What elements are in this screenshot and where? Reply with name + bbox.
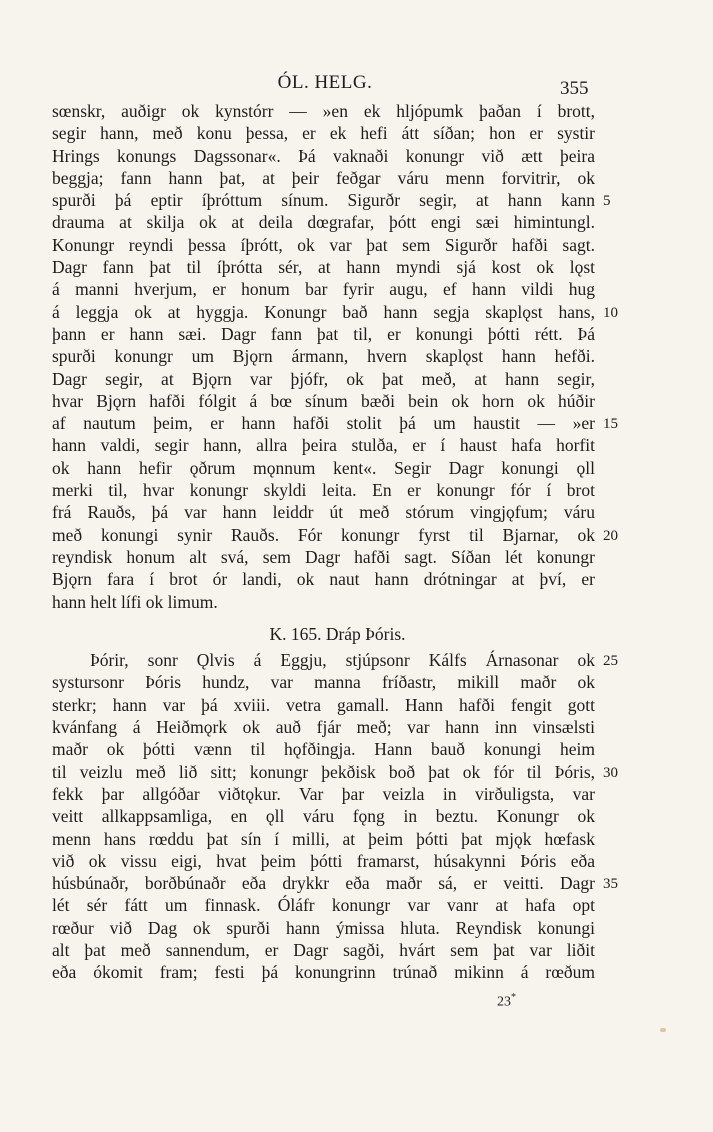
text-line [52,412,618,434]
line-text: með konungi synir Rauðs. Fór konungr fyrst til Bjarnar, ok [52,524,595,545]
line-text: menn hans rœddu þat sín í milli, at þeim þótti þat mjǫk hœfask [52,828,595,849]
line-text: lét sér fátt um finnask. Óláfr konungr var vanr at hafa opt [52,895,595,916]
text-line [52,783,595,805]
text-line [52,850,595,872]
line-text: merki til, hvar konungr skyldi leita. En er konungr fór í brot [52,480,595,501]
text-line [52,301,618,323]
text-line [52,189,611,211]
line-text: segir hann, með konu þessa, er ek hefi átt síðan; hon er systir [52,123,595,144]
line-text: Dagr segir, at Bjǫrn var þjófr, ok þat með, at hann segir, [52,368,595,389]
line-text: eða ókomit fram; festi þá konungrinn trúnað mikinn á rœðum [52,962,595,983]
line-text: þann er hann sæi. Dagr fann þat til, er konungi þótti rétt. Þá [52,323,595,344]
line-text: hann valdi, segir hann, allra þeira stulða, er í haust hafa horfit [52,435,595,456]
line-text: rœður við Dag ok spurði hann ýmissa hluta. Reyndisk konungi [52,917,595,938]
paragraph-block-2 [52,649,618,983]
text-line [52,828,595,850]
signature-mark [497,992,516,1011]
text-line [52,211,595,233]
text-line [52,145,595,167]
text-line [52,122,595,144]
line-number: 35 [603,876,618,893]
text-line [52,716,595,738]
signature-asterisk: * [511,992,516,1003]
line-text: húsbúnaðr, borðbúnaðr eða drykkr eða maðr sá, er veitti. Dagr [52,873,595,894]
line-text: Bjǫrn fara í brot ór landi, ok naut hann drótningar at því, er [52,569,595,590]
text-line [52,568,595,590]
line-text: Þórir, sonr Ǫlvis á Eggju, stjúpsonr Kálfs Árnasonar ok [90,650,595,671]
text-line [52,368,595,390]
line-text: hann helt lífi ok limum. [52,591,218,612]
line-text: af nautum þeim, er hann hafði stolit þá um haustit — »er [52,413,595,434]
line-text: sœnskr, auðigr ok kynstórr — »en ek hljópumk þaðan í brott, [52,101,595,121]
text-line [52,649,618,671]
line-text: Hrings konungs Dagssonar«. Þá vaknaði konungr við ætt þeira [52,145,595,166]
line-text: veitt allkappsamliga, en ǫll váru fǫng in beztu. Konungr ok [52,806,595,827]
line-text: Konungr reyndi þessa íþrótt, ok var þat sem Sigurðr hafði sagt. [52,234,595,255]
text-line [52,872,618,894]
line-text: Dagr fann þat til íþrótta sér, at hann myndi sjá kost ok lǫst [52,257,595,278]
line-text: hvar Bjǫrn hafði fólgit á bœ sínum bæði bein ok horn ok húðir [52,390,595,411]
text-line [52,671,595,693]
line-text: til veizlu með lið sitt; konungr þekðisk boð þat ok fór til Þóris, [52,761,595,782]
text-line [52,167,595,189]
line-text: systursonr Þóris hundz, var manna fríðastr, mikill maðr ok [52,672,595,693]
chapter-heading: K. 165. Dráp Þóris. [269,623,406,644]
line-text: ok hann hefir ǫðrum mǫnnum kent«. Segir Dagr konungi ǫll [52,457,595,478]
line-text: spurði konungr um Bjǫrn ármann, hvern skaplǫst hann hefði. [52,346,595,367]
text-line [52,917,595,939]
line-number: 5 [603,193,611,210]
text-line [52,546,595,568]
text-line [52,457,595,479]
line-number: 20 [603,527,618,544]
line-text: á leggja ok at hyggja. Konungr bað hann segja skaplǫst hans, [52,301,595,322]
text-line [52,524,618,546]
line-number: 15 [603,416,618,433]
text-line [52,434,595,456]
line-text: drauma at skilja ok at deila dœgrafar, þótt engi sæi himintungl. [52,212,595,233]
line-text: spurði þá eptir íþróttum sínum. Sigurðr segir, at hann kann [52,190,595,211]
text-line [52,345,595,367]
text-line [52,234,595,256]
text-line [52,939,595,961]
line-text: beggja; fann hann þat, at þeir feðgar váru menn forvitrir, ok [52,167,595,188]
text-line [52,390,595,412]
line-number: 25 [603,653,618,670]
text-line [52,100,595,122]
text-line [52,738,595,760]
chapter-gap [52,613,595,623]
line-text: fekk þar allgóðar viðtǫkur. Var þar veizla in virðuligsta, var [52,783,595,804]
line-text: reyndisk honum alt svá, sem Dagr hafði sagt. Síðan lét konungr [52,546,595,567]
body-text [52,100,618,984]
text-line [52,256,595,278]
text-line [52,761,618,783]
line-text: frá Rauðs, þá var hann leiddr út með stórum vingjǫfum; váru [52,502,595,523]
text-line [52,501,595,523]
line-text: alt þat með sannendum, er Dagr sagði, hvárt sem þat var liðit [52,939,595,960]
line-number: 10 [603,304,618,321]
line-text: maðr ok þótti vænn til hǫfðingja. Hann bauð konungi heim [52,739,595,760]
text-line [52,694,595,716]
text-line [52,278,595,300]
text-line [52,479,595,501]
text-line [52,961,595,983]
text-line [52,894,595,916]
line-text: við ok vissu eigi, hvat þeim þótti framarst, húsakynni Þóris eða [52,850,595,871]
line-number: 30 [603,764,618,781]
signature-number: 23 [497,994,511,1010]
paragraph-block-1 [52,100,618,613]
text-line [52,805,595,827]
line-text: sterkr; hann var þá xviii. vetra gamall. Hann hafði fengit gott [52,694,595,715]
page-number: 355 [560,78,589,99]
line-text: á manni hverjum, er honum bar fyrir augu, ef hann vildi hug [52,279,595,300]
line-text: kvánfang á Heiðmǫrk ok auð fjár með; var hann inn vinsælsti [52,717,595,738]
running-head: ÓL. HELG. [277,72,373,93]
text-line [52,323,595,345]
paper-speck [660,1028,666,1032]
text-line [52,591,595,613]
